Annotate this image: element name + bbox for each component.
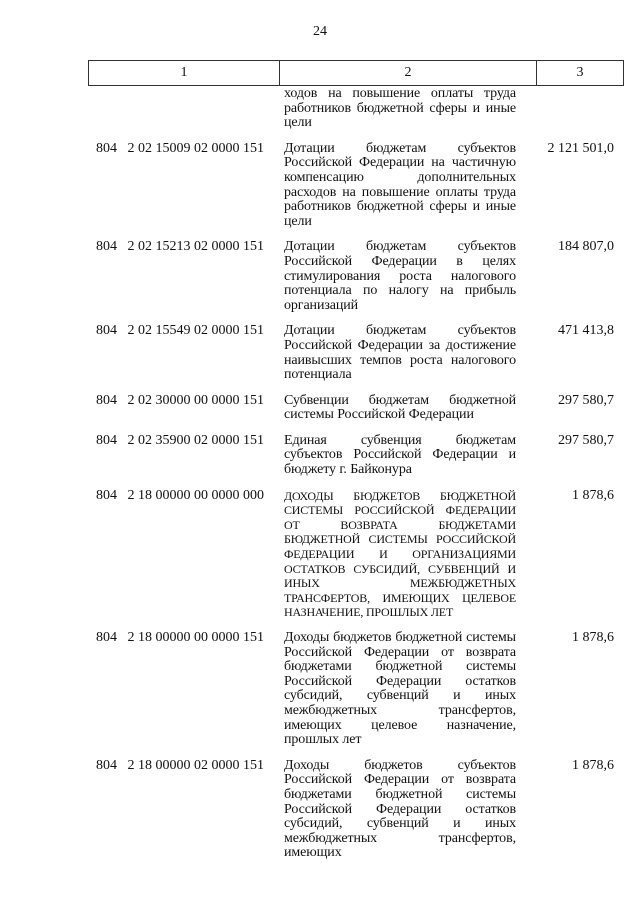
table-row <box>0 87 640 131</box>
classification-code: 804 2 18 00000 00 0000 000 <box>96 487 264 503</box>
classification-code: 804 2 18 00000 00 0000 151 <box>96 630 264 645</box>
table-row <box>0 142 640 230</box>
item-description: Доходы бюджетов бюджетной системы Российской Федерации от возврата бюджетами бюджетной системы Российской Федерации остатков субсидий, субвенций и иных межбюджетных трансфертов, имеющих целевое назначение, прошлых лет <box>284 630 516 748</box>
column-header-1: 1 <box>89 61 280 86</box>
table-row <box>0 394 640 423</box>
item-description: ДОХОДЫ БЮДЖЕТОВ БЮДЖЕТНОЙ СИСТЕМЫ РОССИЙСКОЙ ФЕДЕРАЦИИ ОТ ВОЗВРАТА БЮДЖЕТАМИ БЮДЖЕТНОЙ СИСТЕМЫ РОССИЙСКОЙ ФЕДЕРАЦИИ И ОРГАНИЗАЦИЯМИ ОСТАТКОВ СУБСИДИЙ, СУБВЕНЦИЙ И ИНЫХ МЕЖБЮДЖЕТНЫХ ТРАНСФЕРТОВ, ИМЕЮЩИХ ЦЕЛЕВОЕ НАЗНАЧЕНИЕ, ПРОШЛЫХ ЛЕТ <box>284 488 516 620</box>
item-amount: 1 878,6 <box>572 757 614 773</box>
item-amount: 2 121 501,0 <box>547 140 614 156</box>
table-row <box>0 759 640 861</box>
item-amount: 471 413,8 <box>558 323 614 339</box>
column-header-table <box>88 60 624 86</box>
item-description: Дотации бюджетам субъектов Российской Федерации в целях стимулирования роста налогового потенциала по налогу на прибыль организаций <box>284 239 516 313</box>
item-amount: 297 580,7 <box>558 432 614 448</box>
item-description: Дотации бюджетам субъектов Российской Федерации на частичную компенсацию дополнительных расходов на повышение оплаты труда работников бюджетной сферы и иные цели <box>284 140 516 229</box>
column-header-3: 3 <box>537 61 624 86</box>
table-row <box>0 240 640 313</box>
classification-code: 804 2 02 30000 00 0000 151 <box>96 392 264 408</box>
column-header-2: 2 <box>280 61 537 86</box>
item-description: Доходы бюджетов субъектов Российской Федерации от возврата бюджетами бюджетной системы Российской Федерации остатков субсидий, субвенций и иных межбюджетных трансфертов, имеющих <box>284 757 516 861</box>
item-amount: 1 878,6 <box>572 630 614 645</box>
classification-code: 804 2 18 00000 02 0000 151 <box>96 757 264 773</box>
classification-code: 804 2 02 35900 02 0000 151 <box>96 432 264 448</box>
table-body <box>0 87 640 872</box>
table-row <box>0 489 640 620</box>
classification-code: 804 2 02 15549 02 0000 151 <box>96 323 264 339</box>
column-header-row <box>89 61 624 86</box>
item-description: Единая субвенция бюджетам субъектов Российской Федерации и бюджету г. Байконура <box>284 432 516 478</box>
table-row <box>0 324 640 382</box>
table-row <box>0 434 640 478</box>
item-description: Субвенции бюджетам бюджетной системы Российской Федерации <box>284 392 516 423</box>
classification-code: 804 2 02 15009 02 0000 151 <box>96 140 264 156</box>
item-amount: 297 580,7 <box>558 392 614 408</box>
page-number: 24 <box>313 24 327 39</box>
item-description: Дотации бюджетам субъектов Российской Федерации за достижение наивысших темпов роста налогового потенциала <box>284 323 516 383</box>
item-description: ходов на повышение оплаты труда работников бюджетной сферы и иные цели <box>284 86 516 131</box>
classification-code: 804 2 02 15213 02 0000 151 <box>96 239 264 255</box>
item-amount: 184 807,0 <box>558 239 614 255</box>
table-row <box>0 631 640 748</box>
item-amount: 1 878,6 <box>572 487 614 503</box>
